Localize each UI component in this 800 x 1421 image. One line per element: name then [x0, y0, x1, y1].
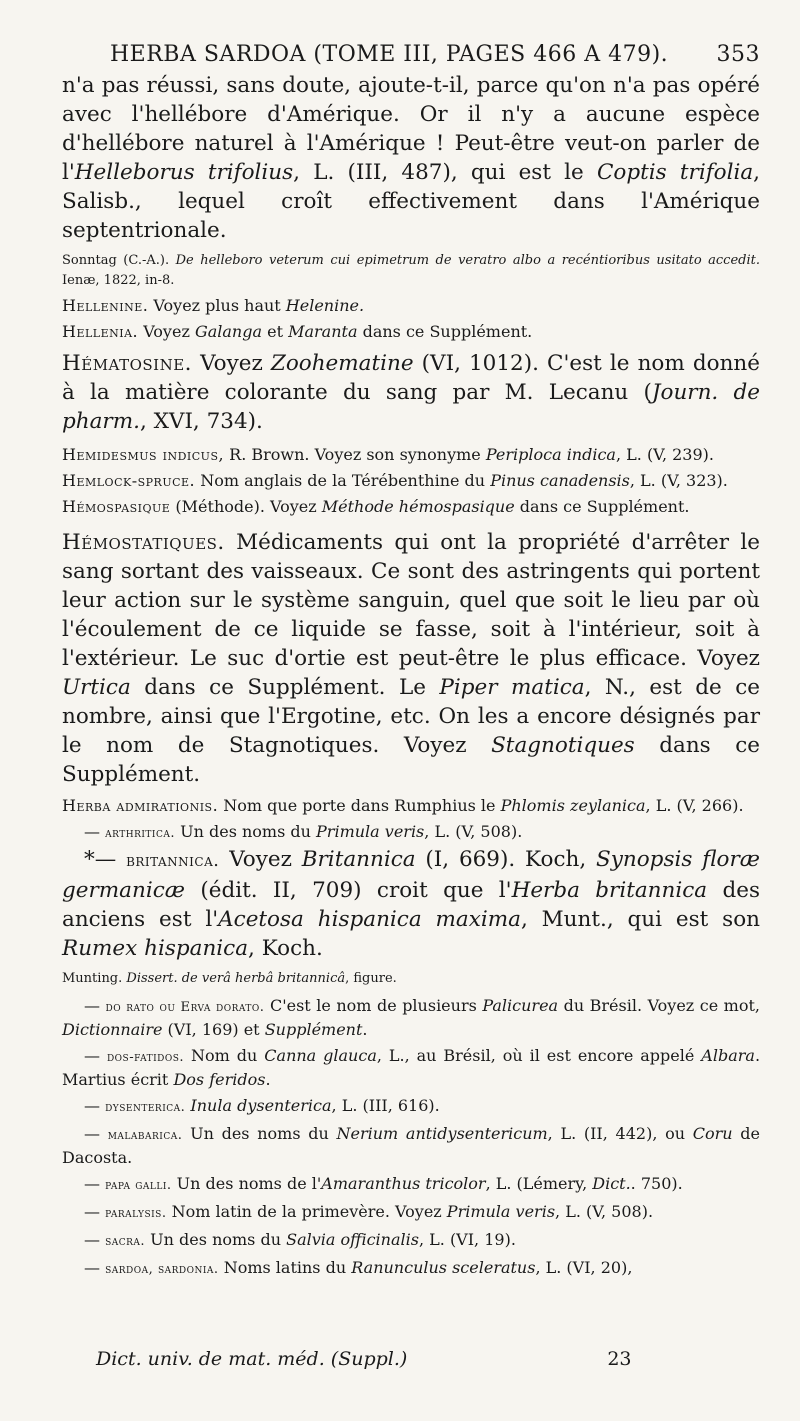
entry-do-rato: — do rato ou Erva dorato. C'est le nom de plusieurs Palicurea du Brésil. Voyez ce mot, Dictionnaire (VI, 169) et Supplément.: [62, 996, 761, 1039]
footer-sheet-number: 23: [607, 1348, 632, 1370]
reference-sonntag: Sonntag (C.-A.). De helleboro veterum cui epimetrum de veratro albo a recéntioribus usitato accedit. Ienæ, 1822, in-8.: [62, 253, 760, 288]
entry-hemlock-spruce: Hemlock-spruce. Nom anglais de la Térébenthine du Pinus canadensis, L. (V, 323).: [62, 471, 728, 490]
footer-signature: Dict. univ. de mat. méd. (Suppl.): [96, 1348, 408, 1370]
entry-arthritica: — arthritica. Un des noms du Primula veris, L. (V, 508).: [84, 822, 523, 841]
entry-sardoa: — sardoa, sardonia. Noms latins du Ranunculus sceleratus, L. (VI, 20),: [84, 1258, 633, 1277]
running-header: [62, 42, 760, 67]
entry-malabarica: — malabarica. Un des noms du Nerium antidysentericum, L. (II, 442), ou Coru de Dacosta.: [62, 1124, 760, 1167]
page-number: 353: [716, 42, 760, 67]
entry-hemospasique: Hémospasique (Méthode). Voyez Méthode hémospasique dans ce Supplément.: [62, 497, 690, 516]
entry-hemostatiques: Hémostatiques. Médicaments qui ont la propriété d'arrêter le sang sortant des vaisseaux. Ce sont des astringents qui portent leur action sur le système sanguin, quel que soit le lieu par où l'écoulement de ce liquide se fasse, soit à l'intérieur, soit à l'extérieur. Le suc d'ortie est peut-être le plus efficace. Voyez Urtica dans ce Supplément. Le Piper matica, N., est de ce nombre, ainsi que l'Ergotine, etc. On les a encore désignés par le nom de Stagnotiques. Voyez Stagnotiques dans ce Supplément.: [62, 530, 760, 787]
entry-dysenterica: — dysenterica. Inula dysenterica, L. (III, 616).: [84, 1096, 440, 1115]
entry-herba-admirationis: Herba admirationis. Nom que porte dans Rumphius le Phlomis zeylanica, L. (V, 266).: [62, 796, 744, 815]
entry-britannica: *— britannica. Voyez Britannica (I, 669). Koch, Synopsis floræ germanicæ (édit. II, 709) croit que l'Herba britannica des anciens est l'Acetosa hispanica maxima, Munt., qui est son Rumex hispanica, Koch.: [62, 847, 760, 961]
entry-sacra: — sacra. Un des noms du Salvia officinalis, L. (VI, 19).: [84, 1230, 516, 1249]
entry-dos-fatidos: — dos-fatidos. Nom du Canna glauca, L., au Brésil, où il est encore appelé Albara. Martius écrit Dos feridos.: [62, 1046, 761, 1089]
entry-hellenia: Hellenia. Voyez Galanga et Maranta dans ce Supplément.: [62, 322, 533, 341]
entry-paralysis: — paralysis. Nom latin de la primevère. Voyez Primula veris, L. (V, 508).: [84, 1202, 654, 1221]
entry-hematosine: Hématosine. Voyez Zoohematine (VI, 1012). C'est le nom donné à la matière colorante du sang par M. Lecanu (Journ. de pharm., XVI, 734).: [62, 351, 760, 434]
page-footer: [62, 1348, 760, 1370]
paragraph-helleborus: n'a pas réussi, sans doute, ajoute-t-il, parce qu'on n'a pas opéré avec l'hellébore d'Amérique. Or il n'y a aucune espèce d'hellébore naturel à l'Amérique ! Peut-être veut-on parler de l'Helleborus trifolius, L. (III, 487), qui est le Coptis trifolia, Salisb., lequel croît effectivement dans l'Amérique septentrionale.: [62, 73, 761, 243]
header-title: HERBA SARDOA (TOME III, PAGES 466 A 479).: [110, 42, 669, 67]
reference-munting: Munting. Dissert. de verâ herbâ britannicâ, figure.: [62, 971, 397, 986]
entry-papa-galli: — papa galli. Un des noms de l'Amaranthus tricolor, L. (Lémery, Dict.. 750).: [84, 1174, 683, 1193]
entry-hellenine: Hellenine. Voyez plus haut Helenine.: [62, 296, 365, 315]
entry-hemidesmus: Hemidesmus indicus, R. Brown. Voyez son synonyme Periploca indica, L. (V, 239).: [62, 445, 714, 464]
